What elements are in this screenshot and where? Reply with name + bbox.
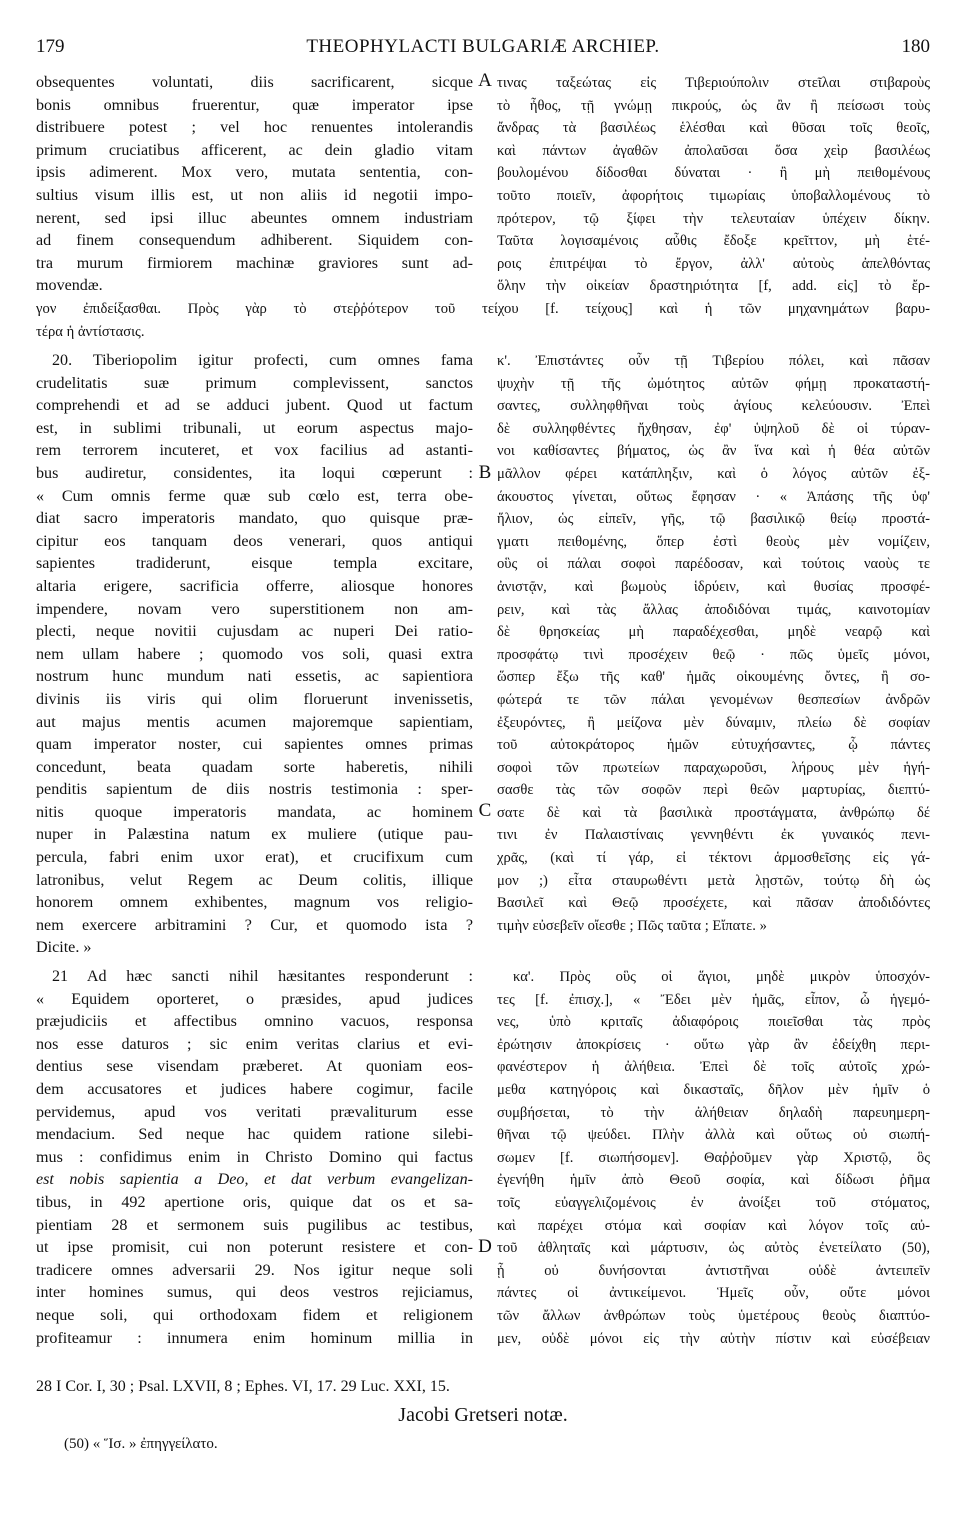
- greek-line: τινας ταξεώτας εἰς Τιβεριούπολιν στεῖλαι στιβαροὺς: [497, 75, 930, 91]
- latin-line: ut ipse promisit, cui non poterunt resistere et con-: [36, 1239, 473, 1257]
- latin-line: « Cum omnis ferme quæ sub cœlo est, terra obe-: [36, 487, 473, 505]
- latin-line: neque soli, qui orthodoxam fidem et religionem: [36, 1306, 473, 1324]
- margin-letter-b: B: [478, 462, 492, 483]
- greek-line: πρότερον, τῷ ξίφει τὴν τελευταίαν ὑπέχειν δίκην.: [497, 210, 930, 227]
- greek-line: συμβήσεται, τὸ τὴν ἀλήθειαν δηλαδὴ παρευημερη-: [497, 1104, 930, 1121]
- latin-line: tibus, in 492 apertione oris, quique dat os et sa-: [36, 1193, 473, 1211]
- greek-line: ροις ἐπιτρέψαι τὸ ἔργον, ἀλλ' αὐτοὺς ἀπελθόντας: [497, 255, 930, 272]
- latin-line: penditis sapientum de diis nostris testimonia : sper-: [36, 781, 473, 799]
- latin-line: movendæ.: [36, 277, 103, 295]
- latin-line: præjudiciis et affectibus omnino vacuos, responsa: [36, 1013, 473, 1031]
- greek-line: μεν, οὐδὲ μόνοι εἰς τὴν αὐτὴν πίστιν καὶ εὐσέβειαν: [497, 1330, 930, 1347]
- greek-line: νες, ὑπὸ κριταῖς ἀδιαφόροις ποιεῖσθαι τὰς πρὸς: [497, 1014, 930, 1031]
- running-header: [36, 36, 930, 60]
- greek-line: ὅλην τὴν οἰκείαν δραστηριότητα [f, add. εἰς] τὸ ἔρ-: [497, 278, 930, 295]
- latin-line: 21 Ad hæc sancti nihil hæsitantes responderunt :: [52, 968, 473, 985]
- latin-line: tra murum firmiorem machinæ graviores sunt ad-: [36, 254, 473, 272]
- note-50: (50) « Ἵσ. » ἐπηγγείλατο.: [64, 1436, 218, 1452]
- latin-column-block-2: [36, 350, 473, 960]
- greek-line: τοῖς εὐαγγελιζομένοις ἐν ἀνοίξει τοῦ στόματος,: [497, 1194, 930, 1211]
- latin-line: comprehendi et ad se adduci jubent. Quod ut factum: [36, 397, 473, 415]
- greek-line: ἄνδρας τὰ βασιλέως ἑλέσθαι καὶ θῦσαι τοῖς θεοῖς,: [497, 120, 930, 137]
- latin-line: est, in sublimi tribunali, ut eorum aspectus majo-: [36, 419, 473, 437]
- margin-letter-a: A: [478, 70, 492, 91]
- greek-line: θῆναι τῷ ψεύδει. Πλὴν ἀλλὰ καὶ οὕτως οὐ σιωπή-: [497, 1127, 930, 1144]
- latin-line: Dicite. »: [36, 939, 92, 957]
- latin-line: primum cruciatibus afficerent, ac dein gladio vitam: [36, 141, 473, 159]
- greek-line: σαντες, συλληφθῆναι τοὺς ἁγίους κελεύουσιν. Ἐπεὶ: [497, 398, 930, 415]
- greek-line: φώτερά τε τῶν πάλαι γενομένων θεσπεσίων ἀνδρῶν: [497, 691, 930, 708]
- latin-line: aut majus mentis acumen majoremque sapientiam,: [36, 713, 473, 731]
- latin-line: bus audiretur, considentes, ita loqui cœperunt :: [36, 464, 473, 482]
- greek-line: κα'. Πρὸς οὓς οἱ ἅγιοι, μηδὲ μικρὸν ὑποσχόν-: [513, 969, 930, 985]
- latin-line: cipitur eos tanquam deos venerari, quos antiqui: [36, 532, 473, 550]
- latin-line: nuper in Palæstina natum ex muliere (utique pau-: [36, 826, 473, 844]
- latin-line: distribuere potest ; vel hoc renuentes intolerandis: [36, 119, 473, 137]
- latin-line: profiteamur : innumera enim hominum millia in: [36, 1329, 473, 1347]
- latin-line: inter homines sumus, qui deos vestros rejiciamus,: [36, 1284, 473, 1302]
- greek-line: σωμεν [f. σιωπήσομεν]. Θαῤῥοῦμεν γὰρ Χριστῷ, ὃς: [497, 1149, 930, 1166]
- latin-line: nerent, sed ipsi illuc abeuntes omnem industriam: [36, 209, 473, 227]
- greek-line: προσφάτῳ τινὶ προσέχειν θεῷ · πῶς ὑμεῖς μόνοι,: [497, 646, 930, 663]
- latin-line: dem accusatores et judices habere cogimur, facile: [36, 1080, 473, 1098]
- greek-line: ρειν, καὶ τὰς ἄλλας ἀποδιδόναι τιμάς, καινοτομίαν: [497, 601, 930, 618]
- greek-line: τινι ἐν Παλαιστίναις γεννηθέντι ἐκ γυναικός πενι-: [497, 827, 930, 844]
- greek-line: τὸ ἦθος, τῇ γνώμῃ πικρούς, ὡς ἂν ἢ πείσωσι τοὺς: [497, 97, 930, 114]
- greek-line: τοῦ ἀθληταῖς καὶ μάρτυσιν, ὡς αὐτὸς ἐνετείλατο (50),: [497, 1240, 930, 1257]
- latin-line: concedunt, beata quadam sorte haberetis, nihili: [36, 758, 473, 776]
- latin-line: dentius sese visendam præberet. At quoniam eos-: [36, 1058, 473, 1076]
- latin-line: est nobis sapientia a Deo, et dat verbum evangelizan-: [36, 1171, 473, 1189]
- greek-line: ἐγενήθη ἡμῖν ἀπὸ Θεοῦ σοφία, καὶ δίδωσι ῥῆμα: [497, 1172, 930, 1189]
- greek-line: μεθα κατηγόροις καὶ δικασταῖς, δῆλον μὲν ἡμῖν ὁ: [497, 1081, 930, 1098]
- footnote-references: 28 I Cor. I, 30 ; Psal. LXVII, 8 ; Ephes. VI, 17. 29 Luc. XXI, 15.: [36, 1378, 450, 1395]
- latin-line: mendacium. Sed neque hac quidem ratione silebi-: [36, 1126, 473, 1144]
- latin-line: mus : confidimus enim in Christo Domino qui factus: [36, 1148, 473, 1166]
- latin-line: latronibus, velut Regem ac Deum colitis, illique: [36, 871, 473, 889]
- greek-line: γον ἐπιδείξασθαι. Πρὸς γὰρ τὸ στεῤῥότερον τοῦ τείχου [f. τείχους] καὶ ἡ τῶν μηχανημάτων βαρυ-: [36, 301, 930, 317]
- latin-line: altaria erigere, sacrificia offerre, aliosque honores: [36, 577, 473, 595]
- greek-line: Βασιλεῖ καὶ Θεῷ προσέχετε, καὶ πᾶσαν ἀποδιδόντες: [497, 895, 930, 912]
- greek-line: ἐρώτησιν ἀποκρίσεις · οὕτω γὰρ ἂν ἐδείχθη περι-: [497, 1036, 930, 1053]
- latin-line: sapientes tradiderunt, eisque templa excitare,: [36, 555, 473, 573]
- latin-line: honorem omnem exhibentes, magnum vos religio-: [36, 894, 473, 912]
- running-title: THEOPHYLACTI BULGARIÆ ARCHIEP.: [306, 36, 660, 57]
- latin-line: « Equidem oporteret, o præsides, apud judices: [36, 990, 473, 1008]
- greek-line: κ'. Ἐπιστάντες οὖν τῇ Τιβερίου πόλει, καὶ πᾶσαν: [497, 353, 930, 369]
- latin-line: divinis iis viris qui olim floruerunt invenissetis,: [36, 690, 473, 708]
- greek-line: μᾶλλον φέρει κατάπληξιν, καὶ ὁ λόγος αὐτῶν ἐξ-: [497, 465, 930, 482]
- greek-line: πάντες οἱ ἀντικείμενοι. Ἡμεῖς οὖν, οὔτε μόνοι: [497, 1285, 930, 1302]
- greek-full-width-lines: [36, 298, 930, 343]
- notes-title: Jacobi Gretseri notæ.: [398, 1404, 568, 1426]
- page-number-left: 179: [36, 36, 65, 57]
- greek-line: τοῦ αὐτοκράτορος ἡμῶν εὐτυχήσαντες, ᾧ πάντες: [497, 737, 930, 754]
- greek-line: ᾗ οὐ δυνήσονται ἀντιστῆναι οὐδὲ ἀντειπεῖν: [497, 1262, 930, 1279]
- greek-line: δὲ θρησκείας μὴ παραδέχεσθαι, μηδὲ νεαρῷ καὶ: [497, 624, 930, 641]
- latin-line: obsequentes voluntati, diis sacrificarent, sicque: [36, 74, 473, 91]
- latin-line: nitis quoque imperatoris mandata, ac hominem: [36, 803, 473, 821]
- latin-line: nostrum hunc mundum nati essetis, ac sapientiora: [36, 668, 473, 686]
- latin-line: ad finem consequendum adhiberent. Siquidem con-: [36, 232, 473, 250]
- latin-line: pervidemus, apud vos veritati prævaliturum esse: [36, 1103, 473, 1121]
- greek-line: χρᾶς, (καὶ τί γάρ, εἰ τέκτονι ἁρμοσθεῖσης εἰς γά-: [497, 850, 930, 867]
- latin-line: nos esse daturos ; sic enim veritas clarius et evi-: [36, 1035, 473, 1053]
- latin-line: diat sacro imperatoris mandato, quo quisque præ-: [36, 510, 473, 528]
- latin-line: rem terrorem incuteret, et vox facilius ad astanti-: [36, 442, 473, 460]
- greek-column-block-3: [497, 966, 930, 1350]
- greek-line: βουλομένου δίδοσθαι δύναται · ἢ μὴ πειθομένους: [497, 165, 930, 182]
- greek-line: οὓς οἱ πάλαι σοφοὶ παρέδοσαν, καὶ τούτοις ναοὺς τε: [497, 556, 930, 573]
- greek-line: τοῦτο ποιεῖν, ἀφορήτοις τιμωρίαις ὑποβαλλομένους τὸ: [497, 187, 930, 204]
- greek-line: δὲ συλληφθέντες ἤχθησαν, ἐφ' ὑψηλοῦ δὲ οἱ τύραν-: [497, 420, 930, 437]
- page-number-right: 180: [901, 36, 930, 57]
- latin-line: crudelitatis suæ primum complevissent, sanctos: [36, 374, 473, 392]
- greek-line: τες [f. ἐπισχ.], « Ἔδει μὲν ἡμᾶς, εἶπον, ὦ ἡγεμό-: [497, 991, 930, 1008]
- greek-line: τιμὴν εὐσεβεῖν οἴεσθε ; Πῶς ταῦτα ; Εἴπατε. »: [497, 917, 767, 934]
- latin-line: 20. Tiberiopolim igitur profecti, cum omnes fama: [52, 352, 473, 369]
- greek-line: γματι πειθομένης, ὅπερ ἐστὶ θεοὺς μὲν νομίζειν,: [497, 533, 930, 550]
- greek-line: άκουστος γίνεται, οὕτως ἔφησαν · « Ἁπάσης τῆς ὑφ': [497, 488, 930, 505]
- greek-line: ψυχὴν τῇ τῆς ὠμότητος αὐτῶν φήμῃ προκαταστή-: [497, 375, 930, 392]
- greek-line: καὶ πάντων ἀγαθῶν ἀπολαῦσαι ὅσα χεὶρ βασιλέως: [497, 142, 930, 159]
- greek-column-block-2: [497, 350, 930, 937]
- latin-line: bonis omnibus fruerentur, quæ imperator ipse: [36, 96, 473, 114]
- greek-line: Ταῦτα λογισαμένοις αὖθις ἔδοξε κρεῖττον, μὴ ἑτέ-: [497, 233, 930, 250]
- margin-letter-d: D: [478, 1236, 492, 1257]
- greek-line: τέρα ἡ ἀντίστασις.: [36, 323, 145, 340]
- latin-line: nem exercere arbitramini ? Cur, et quomodo ista ?: [36, 916, 473, 934]
- greek-line: σασθε τὰς τῶν σοφῶν περὶ θεῶν μαρτυρίας, διεπτύ-: [497, 782, 930, 799]
- greek-line: ἐξευρόντες, ἢ μείζονα μὲν δύναμιν, πλείω δὲ σοφίαν: [497, 714, 930, 731]
- latin-line: plecti, neque novitii cujusdam ac nuperi Dei ratio-: [36, 623, 473, 641]
- greek-column-block-1: [497, 72, 930, 298]
- latin-line: quam imperator noster, cui sapientes omnes primas: [36, 736, 473, 754]
- greek-line: σοφοὶ τῶν πρωτείων παραχωροῦσι, λήρους μὲν ἡγή-: [497, 759, 930, 776]
- greek-line: μον ;) εἶτα σταυρωθέντι μετὰ λῃστῶν, τούτῳ δὴ ὡς: [497, 872, 930, 889]
- greek-line: τῶν ἄλλων ἀνθρώπων τοὺς ὑμετέρους θεοὺς διαπτύο-: [497, 1307, 930, 1324]
- latin-line: percula, fabri enim uxor erat), et crucifixum cum: [36, 849, 473, 867]
- greek-line: νοι καθίσαντες βήματος, ὡς ἂν ἵνα καὶ ἡ θέα αὐτῶν: [497, 443, 930, 460]
- greek-line: φανέστερον ἡ ἀλήθεια. Ἐπεὶ δὲ τοῖς αὐτοῖς χρώ-: [497, 1059, 930, 1076]
- greek-line: ὥσπερ ἔξω τῆς καθ' ἡμᾶς οἰκουμένης ὄντες, ἢ σο-: [497, 669, 930, 686]
- greek-line: καὶ παρέχει στόμα καὶ σοφίαν καὶ λόγον τοῖς αὐ-: [497, 1217, 930, 1234]
- greek-line: ἥλιον, ὡς εἰπεῖν, γῆς, τῷ βασιλικῷ θείῳ προστά-: [497, 511, 930, 528]
- greek-line: ἀνιστᾷν, καὶ βωμοὺς ἱδρύειν, καὶ θυσίας προσφέ-: [497, 578, 930, 595]
- latin-line: pientiam 28 et sermonem suis pugilibus ac testibus,: [36, 1216, 473, 1234]
- latin-line: ipsis adimerent. Mox vero, mutata sententia, con-: [36, 164, 473, 182]
- latin-line: tradicere omnes adversarii 29. Nos igitur neque soli: [36, 1261, 473, 1279]
- greek-line: σατε δὲ καὶ τὰ βασιλικὰ προστάγματα, ἀνθρώπῳ δέ: [497, 804, 930, 821]
- latin-column-block-1: [36, 72, 473, 298]
- latin-line: nem ullam habere ; quomodo vos soli, quasi extra: [36, 645, 473, 663]
- latin-line: sultius visum illis est, ut non aliis id negotii impo-: [36, 186, 473, 204]
- margin-letter-c: C: [478, 800, 492, 821]
- latin-line: impendere, novam vero superstitionem non am-: [36, 600, 473, 618]
- latin-column-block-3: [36, 966, 473, 1350]
